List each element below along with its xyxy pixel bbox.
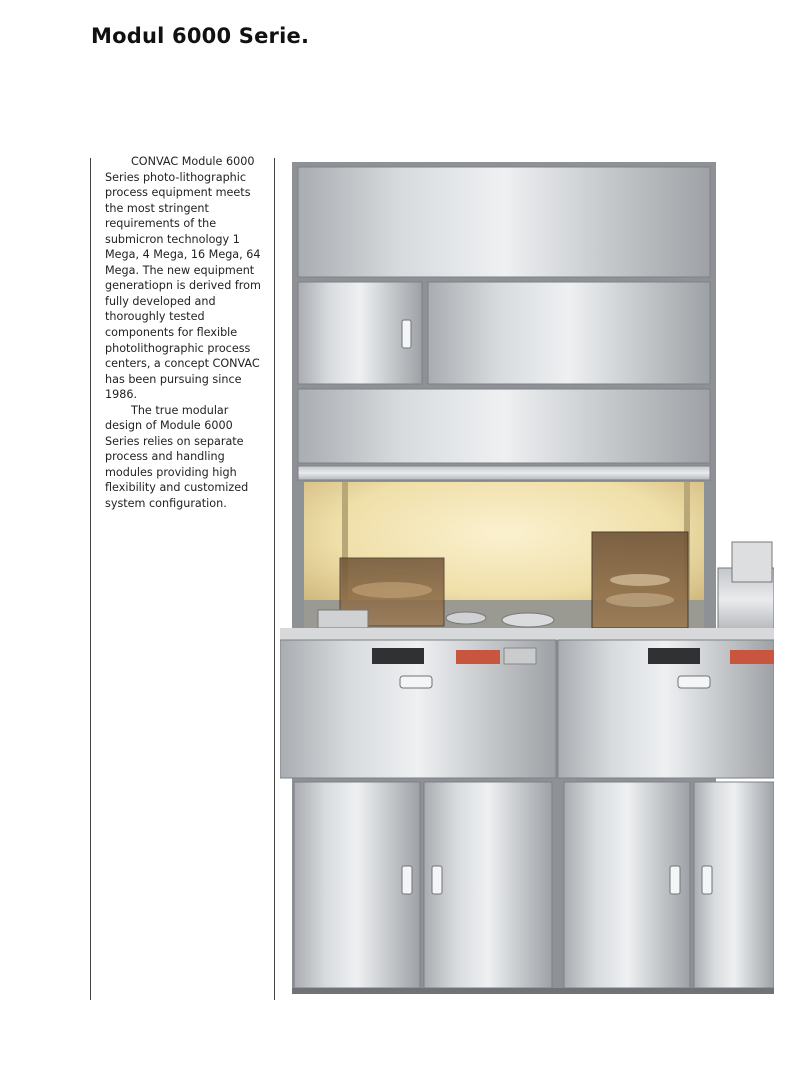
door-handle-icon (432, 866, 442, 894)
keypad-icon (730, 650, 774, 664)
door-handle-icon (670, 866, 680, 894)
body-paragraph: CONVAC Module 6000 Series photo-lithographic process equipment meets the most stringent requirements of the submicron technology 1 Mega, 4 Mega, 16 Mega, 64 Mega. The new equipment generatiopn is derived from fully developed and thoroughly tested components for flexible photolithographic process centers, a concept CONVAC has been pursuing since 1986. (105, 155, 261, 402)
column-rule-right (274, 158, 275, 1000)
page-title: Modul 6000 Serie. (91, 24, 310, 48)
door-handle-icon (402, 320, 411, 348)
keypad-icon (456, 650, 500, 664)
body-paragraph: The true modular design of Module 6000 Series relies on separate process and handling modules providing high flexibility and customized system configuration. (105, 403, 249, 511)
body-text (105, 154, 265, 512)
door-handle-icon (702, 866, 712, 894)
drawer-handle-icon (678, 676, 710, 688)
drawer-handle-icon (400, 676, 432, 688)
door-handle-icon (402, 866, 412, 894)
equipment-photo (280, 160, 774, 996)
column-rule-left (90, 158, 91, 1000)
